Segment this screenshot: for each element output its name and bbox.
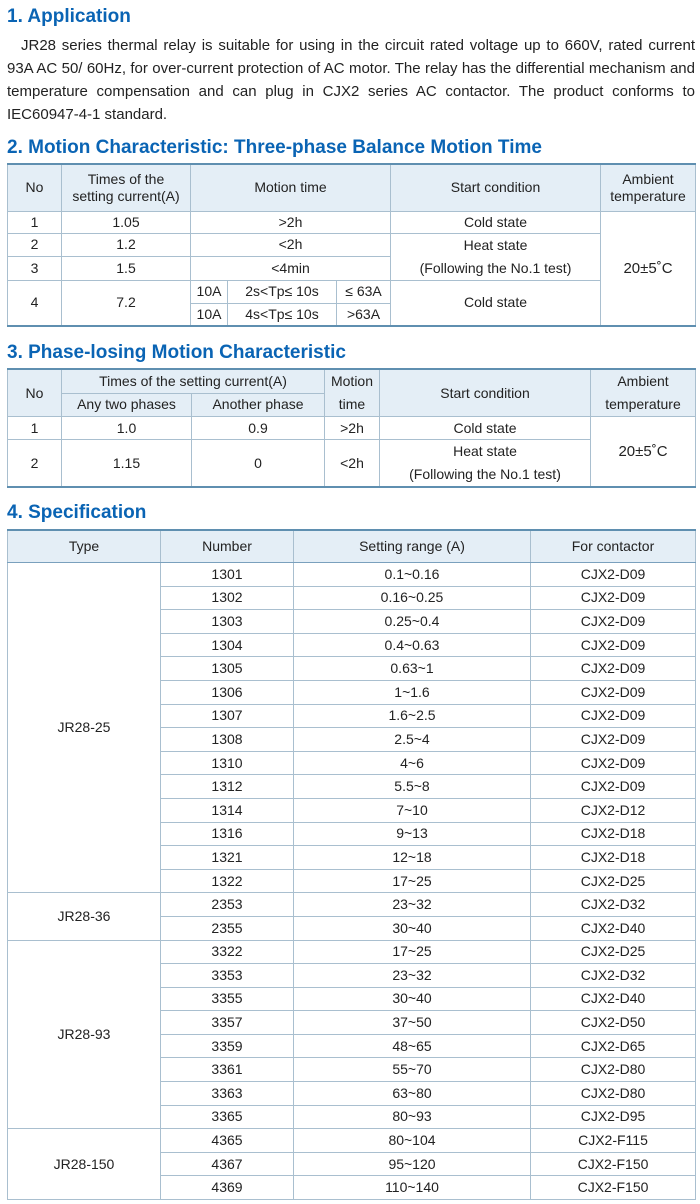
cell-start: Heat state (Following the No.1 test) bbox=[391, 233, 601, 280]
cell-motion: >2h bbox=[325, 417, 380, 440]
cell-setting-range: 110~140 bbox=[294, 1176, 531, 1200]
cell-number: 4369 bbox=[161, 1176, 294, 1200]
cell-contactor: CJX2-D18 bbox=[531, 846, 696, 870]
header-start-condition: Start condition bbox=[380, 369, 591, 417]
cell-number: 2355 bbox=[161, 916, 294, 940]
cell-contactor: CJX2-D65 bbox=[531, 1034, 696, 1058]
cell-contactor: CJX2-D50 bbox=[531, 1011, 696, 1035]
cell-another: 0 bbox=[192, 440, 325, 488]
cell-times: 1.05 bbox=[62, 211, 191, 233]
cell-no: 1 bbox=[8, 417, 62, 440]
cell-sub-current: 10A bbox=[191, 303, 228, 326]
header-ambient: Ambient temperature bbox=[601, 164, 696, 211]
phase-losing-table bbox=[7, 368, 696, 488]
cell-number: 1310 bbox=[161, 751, 294, 775]
cell-contactor: CJX2-D12 bbox=[531, 798, 696, 822]
cell-number: 1314 bbox=[161, 798, 294, 822]
cell-contactor: CJX2-D32 bbox=[531, 893, 696, 917]
cell-number: 1316 bbox=[161, 822, 294, 846]
cell-setting-range: 63~80 bbox=[294, 1082, 531, 1106]
cell-number: 1322 bbox=[161, 869, 294, 893]
header-type: Type bbox=[8, 530, 161, 563]
header-setting-range: Setting range (A) bbox=[294, 530, 531, 563]
cell-start: Cold state bbox=[391, 280, 601, 326]
table-row bbox=[8, 563, 696, 587]
table-row bbox=[8, 940, 696, 964]
cell-contactor: CJX2-D09 bbox=[531, 657, 696, 681]
cell-sub-range: ≤ 63A bbox=[337, 280, 391, 303]
cell-times: 1.5 bbox=[62, 257, 191, 281]
table-row bbox=[8, 211, 696, 233]
header-for-contactor: For contactor bbox=[531, 530, 696, 563]
cell-number: 3365 bbox=[161, 1105, 294, 1129]
cell-contactor: CJX2-D09 bbox=[531, 610, 696, 634]
cell-setting-range: 0.63~1 bbox=[294, 657, 531, 681]
cell-contactor: CJX2-D80 bbox=[531, 1058, 696, 1082]
cell-setting-range: 4~6 bbox=[294, 751, 531, 775]
cell-contactor: CJX2-D40 bbox=[531, 987, 696, 1011]
cell-number: 1304 bbox=[161, 633, 294, 657]
cell-contactor: CJX2-D09 bbox=[531, 633, 696, 657]
table-header-row bbox=[8, 530, 696, 563]
table-row bbox=[8, 233, 696, 257]
cell-contactor: CJX2-D09 bbox=[531, 728, 696, 752]
cell-number: 3353 bbox=[161, 964, 294, 988]
cell-motion: <2h bbox=[191, 233, 391, 257]
cell-contactor: CJX2-D09 bbox=[531, 751, 696, 775]
cell-setting-range: 37~50 bbox=[294, 1011, 531, 1035]
cell-contactor: CJX2-D09 bbox=[531, 680, 696, 704]
cell-number: 3357 bbox=[161, 1011, 294, 1035]
specification-table bbox=[7, 529, 696, 1200]
cell-contactor: CJX2-D09 bbox=[531, 704, 696, 728]
cell-number: 3361 bbox=[161, 1058, 294, 1082]
cell-contactor: CJX2-D09 bbox=[531, 586, 696, 610]
section-heading-specification: 4. Specification bbox=[7, 502, 147, 523]
cell-type: JR28-36 bbox=[8, 893, 161, 940]
cell-contactor: CJX2-D09 bbox=[531, 775, 696, 799]
cell-number: 1308 bbox=[161, 728, 294, 752]
cell-setting-range: 0.25~0.4 bbox=[294, 610, 531, 634]
cell-number: 1321 bbox=[161, 846, 294, 870]
cell-number: 3322 bbox=[161, 940, 294, 964]
cell-setting-range: 30~40 bbox=[294, 916, 531, 940]
cell-start: Heat state (Following the No.1 test) bbox=[380, 440, 591, 488]
cell-sub-range: >63A bbox=[337, 303, 391, 326]
table-row bbox=[8, 893, 696, 917]
specification-body bbox=[8, 563, 696, 1200]
cell-setting-range: 48~65 bbox=[294, 1034, 531, 1058]
cell-no: 3 bbox=[8, 257, 62, 281]
header-no: No bbox=[8, 369, 62, 417]
cell-start: Cold state bbox=[391, 211, 601, 233]
cell-type: JR28-25 bbox=[8, 563, 161, 893]
cell-number: 3359 bbox=[161, 1034, 294, 1058]
cell-no: 4 bbox=[8, 280, 62, 326]
cell-setting-range: 1.6~2.5 bbox=[294, 704, 531, 728]
cell-setting-range: 7~10 bbox=[294, 798, 531, 822]
cell-times: 7.2 bbox=[62, 280, 191, 326]
header-no: No bbox=[8, 164, 62, 211]
cell-contactor: CJX2-D40 bbox=[531, 916, 696, 940]
header-another-phase: Another phase bbox=[192, 393, 325, 416]
table-header-row bbox=[8, 164, 696, 211]
cell-setting-range: 55~70 bbox=[294, 1058, 531, 1082]
cell-setting-range: 5.5~8 bbox=[294, 775, 531, 799]
cell-any-two: 1.0 bbox=[62, 417, 192, 440]
cell-setting-range: 2.5~4 bbox=[294, 728, 531, 752]
cell-any-two: 1.15 bbox=[62, 440, 192, 488]
cell-times: 1.2 bbox=[62, 233, 191, 257]
cell-contactor: CJX2-D18 bbox=[531, 822, 696, 846]
cell-setting-range: 0.16~0.25 bbox=[294, 586, 531, 610]
section-heading-phase-losing: 3. Phase-losing Motion Characteristic bbox=[7, 342, 346, 363]
cell-motion: >2h bbox=[191, 211, 391, 233]
section-heading-motion-characteristic: 2. Motion Characteristic: Three-phase Balance Motion Time bbox=[7, 137, 542, 158]
cell-ambient: 20±5˚C bbox=[591, 417, 696, 488]
application-paragraph: JR28 series thermal relay is suitable for using in the circuit rated voltage up to 660V, rated current 93A AC 50/ 60Hz, for over-current protection of AC motor. The relay has the differential mechanism and temperature compensation and can plug in CJX2 series AC contactor. The product conforms to IEC60947-4-1 standard. bbox=[7, 37, 695, 123]
table-row bbox=[8, 417, 696, 440]
header-number: Number bbox=[161, 530, 294, 563]
cell-setting-range: 80~104 bbox=[294, 1129, 531, 1153]
cell-motion: <4min bbox=[191, 257, 391, 281]
cell-setting-range: 30~40 bbox=[294, 987, 531, 1011]
header-motion-time: Motion time bbox=[191, 164, 391, 211]
cell-start: Cold state bbox=[380, 417, 591, 440]
table-row bbox=[8, 280, 696, 303]
cell-contactor: CJX2-D25 bbox=[531, 869, 696, 893]
cell-contactor: CJX2-F150 bbox=[531, 1176, 696, 1200]
cell-no: 1 bbox=[8, 211, 62, 233]
cell-number: 1301 bbox=[161, 563, 294, 587]
cell-setting-range: 0.4~0.63 bbox=[294, 633, 531, 657]
cell-sub-current: 10A bbox=[191, 280, 228, 303]
cell-number: 1303 bbox=[161, 610, 294, 634]
cell-setting-range: 12~18 bbox=[294, 846, 531, 870]
cell-setting-range: 17~25 bbox=[294, 869, 531, 893]
cell-number: 1302 bbox=[161, 586, 294, 610]
header-start-condition: Start condition bbox=[391, 164, 601, 211]
cell-number: 4365 bbox=[161, 1129, 294, 1153]
header-motion-time: Motion time bbox=[325, 369, 380, 417]
cell-sub-time: 4s<Tp≤ 10s bbox=[228, 303, 337, 326]
header-times: Times of the setting current(A) bbox=[62, 369, 325, 393]
cell-number: 1307 bbox=[161, 704, 294, 728]
cell-another: 0.9 bbox=[192, 417, 325, 440]
cell-type: JR28-150 bbox=[8, 1129, 161, 1200]
cell-sub-time: 2s<Tp≤ 10s bbox=[228, 280, 337, 303]
cell-type: JR28-93 bbox=[8, 940, 161, 1129]
cell-contactor: CJX2-D95 bbox=[531, 1105, 696, 1129]
cell-contactor: CJX2-D32 bbox=[531, 964, 696, 988]
cell-setting-range: 9~13 bbox=[294, 822, 531, 846]
cell-contactor: CJX2-D25 bbox=[531, 940, 696, 964]
cell-contactor: CJX2-F115 bbox=[531, 1129, 696, 1153]
header-times: Times of the setting current(A) bbox=[62, 164, 191, 211]
cell-number: 3363 bbox=[161, 1082, 294, 1106]
cell-no: 2 bbox=[8, 440, 62, 488]
header-any-two-phases: Any two phases bbox=[62, 393, 192, 416]
cell-setting-range: 17~25 bbox=[294, 940, 531, 964]
cell-number: 4367 bbox=[161, 1152, 294, 1176]
three-phase-motion-table bbox=[7, 163, 696, 327]
cell-ambient: 20±5˚C bbox=[601, 211, 696, 326]
cell-contactor: CJX2-D80 bbox=[531, 1082, 696, 1106]
table-row bbox=[8, 1129, 696, 1153]
cell-number: 2353 bbox=[161, 893, 294, 917]
cell-setting-range: 0.1~0.16 bbox=[294, 563, 531, 587]
cell-number: 1305 bbox=[161, 657, 294, 681]
cell-setting-range: 23~32 bbox=[294, 893, 531, 917]
cell-number: 1306 bbox=[161, 680, 294, 704]
cell-setting-range: 95~120 bbox=[294, 1152, 531, 1176]
cell-motion: <2h bbox=[325, 440, 380, 488]
section-heading-application: 1. Application bbox=[7, 6, 131, 27]
cell-setting-range: 80~93 bbox=[294, 1105, 531, 1129]
cell-number: 3355 bbox=[161, 987, 294, 1011]
cell-no: 2 bbox=[8, 233, 62, 257]
cell-setting-range: 1~1.6 bbox=[294, 680, 531, 704]
header-ambient: Ambient temperature bbox=[591, 369, 696, 417]
cell-number: 1312 bbox=[161, 775, 294, 799]
cell-contactor: CJX2-D09 bbox=[531, 563, 696, 587]
cell-contactor: CJX2-F150 bbox=[531, 1152, 696, 1176]
cell-setting-range: 23~32 bbox=[294, 964, 531, 988]
table-header-row bbox=[8, 369, 696, 393]
